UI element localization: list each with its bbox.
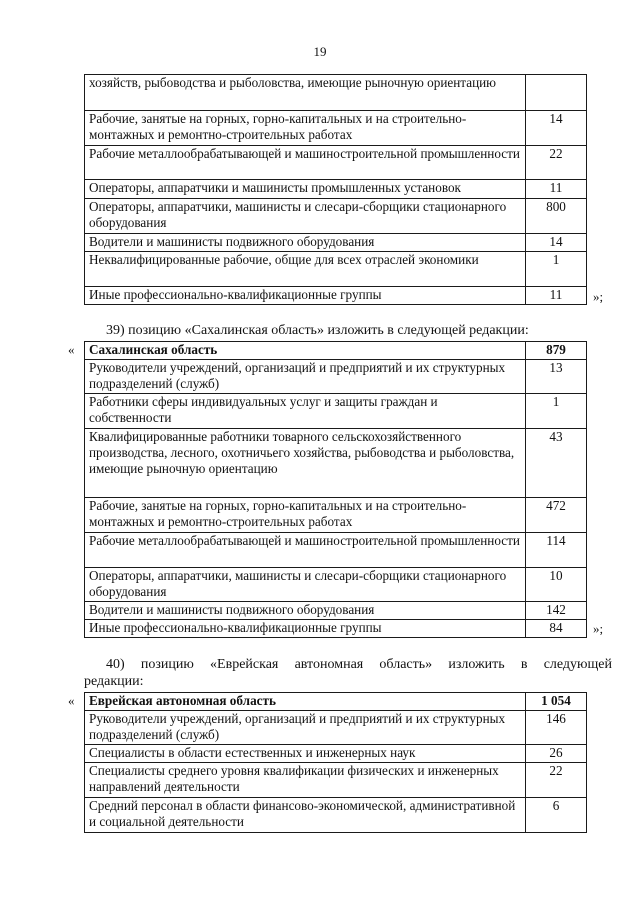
- row-value: 800: [526, 199, 587, 234]
- table-row: [85, 199, 587, 234]
- row-value: 10: [526, 568, 587, 602]
- table-row: [85, 711, 587, 745]
- row-label: Операторы, аппаратчики, машинисты и слесари-сборщики стационарного оборудования: [85, 199, 526, 234]
- row-value: 146: [526, 711, 587, 745]
- table-header-row: [85, 693, 587, 711]
- row-value: 84: [526, 620, 587, 638]
- row-value: 114: [526, 533, 587, 568]
- row-label: Руководители учреждений, организаций и предприятий и их структурных подразделений (служб): [85, 360, 526, 394]
- row-label: Работники сферы индивидуальных услуг и защиты граждан и собственности: [85, 394, 526, 429]
- row-value: 11: [526, 287, 587, 305]
- table-row: [85, 75, 587, 111]
- row-value: 11: [526, 180, 587, 199]
- table-row: [85, 394, 587, 429]
- row-label: Рабочие металлообрабатывающей и машиностроительной промышленности: [85, 533, 526, 568]
- table-row: [85, 429, 587, 498]
- section-40-instruction-line1: 40) позицию «Еврейская автономная область» изложить в следующей: [106, 657, 612, 672]
- table-header-row: [85, 342, 587, 360]
- row-value: 22: [526, 763, 587, 798]
- opening-quote: «: [68, 693, 75, 708]
- row-label: Водители и машинисты подвижного оборудования: [85, 234, 526, 252]
- row-value: 43: [526, 429, 587, 498]
- sakhalin-table: [84, 341, 587, 638]
- table-row: [85, 763, 587, 798]
- closing-quote: »;: [593, 289, 604, 304]
- row-label: Рабочие металлообрабатывающей и машиностроительной промышленности: [85, 146, 526, 180]
- table-row: [85, 602, 587, 620]
- row-label: Иные профессионально-квалификационные группы: [85, 287, 526, 305]
- section-39-instruction: 39) позицию «Сахалинская область» изложить в следующей редакции:: [106, 323, 529, 338]
- section-40-instruction-line2: редакции:: [84, 674, 144, 689]
- table-row: [85, 111, 587, 146]
- region-total: 879: [526, 342, 587, 360]
- table-row: [85, 745, 587, 763]
- table-row: [85, 180, 587, 199]
- row-value: 13: [526, 360, 587, 394]
- row-value: 472: [526, 498, 587, 533]
- row-value: 1: [526, 394, 587, 429]
- closing-quote: »;: [593, 621, 604, 636]
- region-name: Еврейская автономная область: [85, 693, 526, 711]
- row-label: Неквалифицированные рабочие, общие для всех отраслей экономики: [85, 252, 526, 287]
- row-value: 142: [526, 602, 587, 620]
- row-value: 14: [526, 234, 587, 252]
- table-row: [85, 234, 587, 252]
- row-label: Средний персонал в области финансово-экономической, административной и социальной деятельности: [85, 798, 526, 833]
- table-row: [85, 360, 587, 394]
- table-row: [85, 287, 587, 305]
- row-value: 14: [526, 111, 587, 146]
- row-value: 26: [526, 745, 587, 763]
- row-value: 6: [526, 798, 587, 833]
- table-row: [85, 533, 587, 568]
- row-value: 22: [526, 146, 587, 180]
- row-label: Специалисты среднего уровня квалификации физических и инженерных направлений деятельности: [85, 763, 526, 798]
- row-label: Квалифицированные работники товарного сельскохозяйственного производства, лесного, охотничьего хозяйства, рыбоводства и рыболовства, имеющие рыночную ориентацию: [85, 429, 526, 498]
- table-row: [85, 620, 587, 638]
- table-row: [85, 252, 587, 287]
- row-label: Водители и машинисты подвижного оборудования: [85, 602, 526, 620]
- row-label: Руководители учреждений, организаций и предприятий и их структурных подразделений (служб): [85, 711, 526, 745]
- region-total: 1 054: [526, 693, 587, 711]
- row-value: 1: [526, 252, 587, 287]
- row-label: Специалисты в области естественных и инженерных наук: [85, 745, 526, 763]
- table-row: [85, 798, 587, 833]
- page-number: 19: [313, 44, 327, 59]
- row-label: хозяйств, рыбоводства и рыболовства, имеющие рыночную ориентацию: [85, 75, 526, 111]
- row-label: Рабочие, занятые на горных, горно-капитальных и на строительно-монтажных и ремонтно-строительных работах: [85, 498, 526, 533]
- row-label: Операторы, аппаратчики и машинисты промышленных установок: [85, 180, 526, 199]
- row-label: Иные профессионально-квалификационные группы: [85, 620, 526, 638]
- table-row: [85, 498, 587, 533]
- continued-table: [84, 74, 587, 305]
- opening-quote: «: [68, 342, 75, 357]
- region-name: Сахалинская область: [85, 342, 526, 360]
- table-row: [85, 568, 587, 602]
- row-value: [526, 75, 587, 111]
- row-label: Рабочие, занятые на горных, горно-капитальных и на строительно-монтажных и ремонтно-строительных работах: [85, 111, 526, 146]
- jewish-ao-table: [84, 692, 587, 833]
- row-label: Операторы, аппаратчики, машинисты и слесари-сборщики стационарного оборудования: [85, 568, 526, 602]
- table-row: [85, 146, 587, 180]
